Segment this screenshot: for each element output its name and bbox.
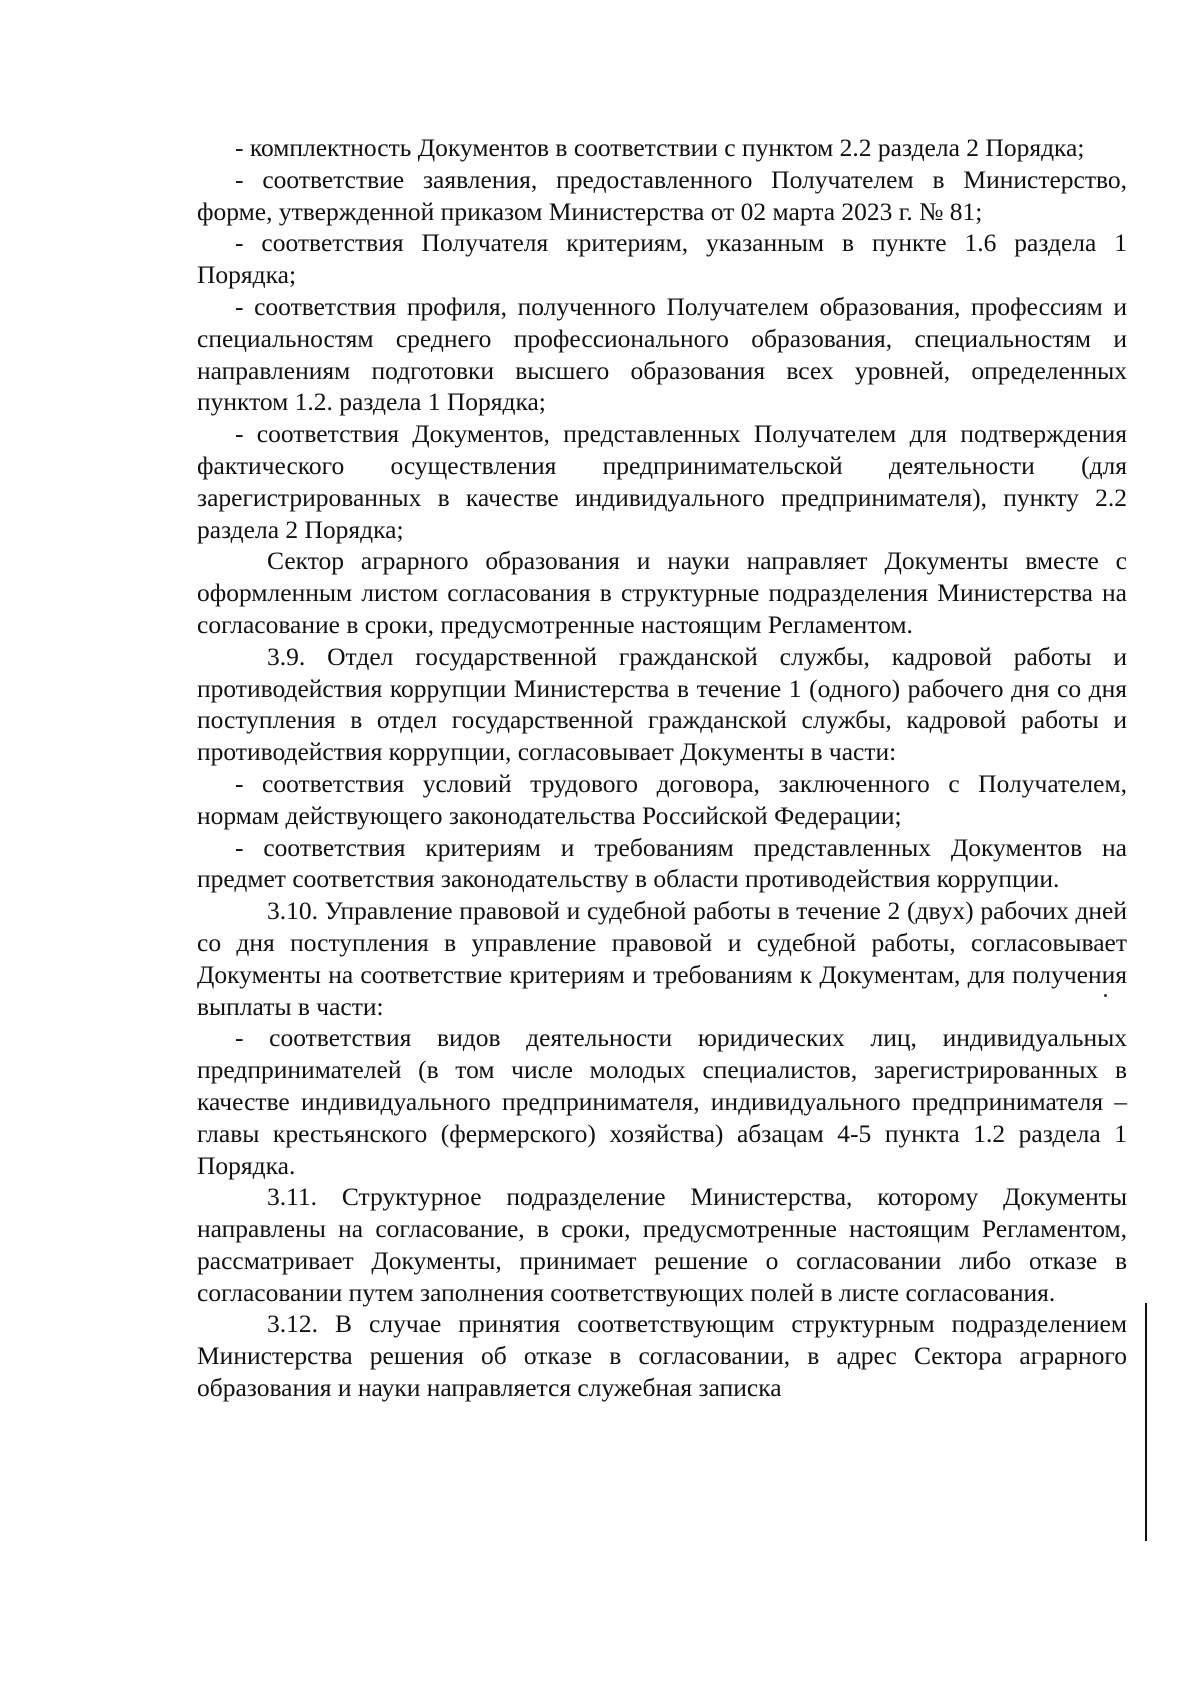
margin-change-bar [1145, 1303, 1147, 1541]
paragraph-education-profile: - соответствия профиля, полученного Получателем образования, профессиям и специальностям среднего профессионального образования, специальностям и направлениям подготовки высшего образования всех уровней, определенных пунктом 1.2. раздела 1 Порядка; [197, 291, 1127, 417]
paragraph-anticorruption: - соответствия критериям и требованиям представленных Документов на предмет соответствия законодательству в области противодействия коррупции. [197, 832, 1127, 894]
paragraph-labor-contract: - соответствия условий трудового договора, заключенного с Получателем, нормам действующего законодательства Российской Федерации; [197, 768, 1127, 830]
paragraph-application-form: - соответствие заявления, предоставленного Получателем в Министерство, форме, утвержденной приказом Министерства от 02 марта 2023 г. № 81; [197, 164, 1127, 226]
paragraph-3-9: 3.9. Отдел государственной гражданской службы, кадровой работы и противодействия коррупции Министерства в течение 1 (одного) рабочего дня со дня поступления в отдел государственной гражданской службы, кадровой работы и противодействия коррупции, согласовывает Документы в части: [197, 641, 1127, 767]
paragraph-3-11: 3.11. Структурное подразделение Министерства, которому Документы направлены на согласование, в сроки, предусмотренные настоящим Регламентом, рассматривает Документы, принимает решение о согласовании либо отказе в согласовании путем заполнения соответствующих полей в листе согласования. [197, 1182, 1127, 1307]
paragraph-sector-sends-documents: Сектор аграрного образования и науки направляет Документы вместе с оформленным листом согласования в структурные подразделения Министерства на согласование в сроки, предусмотренные настоящим Регламентом. [197, 546, 1127, 639]
scan-speck [1104, 994, 1107, 997]
paragraph-activity-types: - соответствия видов деятельности юридических лиц, индивидуальных предпринимателей (в том числе молодых специалистов, зарегистрированных в качестве индивидуального предпринимателя, индивидуального предпринимателя – главы крестьянского (фермерского) хозяйства) абзацам 4-5 пункта 1.2 раздела 1 Порядка. [197, 1023, 1127, 1180]
paragraph-3-12: 3.12. В случае принятия соответствующим структурным подразделением Министерства решения об отказе в согласовании, в адрес Сектора аграрного образования и науки направляется служебная записка [197, 1309, 1127, 1403]
paragraph-business-documents: - соответствия Документов, представленных Получателем для подтверждения фактического осуществления предпринимательской деятельности (для зарегистрированных в качестве индивидуального предпринимателя), пункту 2.2 раздела 2 Порядка; [197, 419, 1127, 544]
document-body [197, 132, 1127, 1404]
paragraph-3-10: 3.10. Управление правовой и судебной работы в течение 2 (двух) рабочих дней со дня поступления в управление правовой и судебной работы, согласовывает Документы на соответствие критериям и требованиям к Документам, для получения выплаты в части: [197, 896, 1127, 1021]
paragraph-recipient-criteria: - соответствия Получателя критериям, указанным в пункте 1.6 раздела 1 Порядка; [197, 228, 1127, 290]
paragraph-completeness: - комплектность Документов в соответствии с пунктом 2.2 раздела 2 Порядка; [235, 133, 1085, 162]
